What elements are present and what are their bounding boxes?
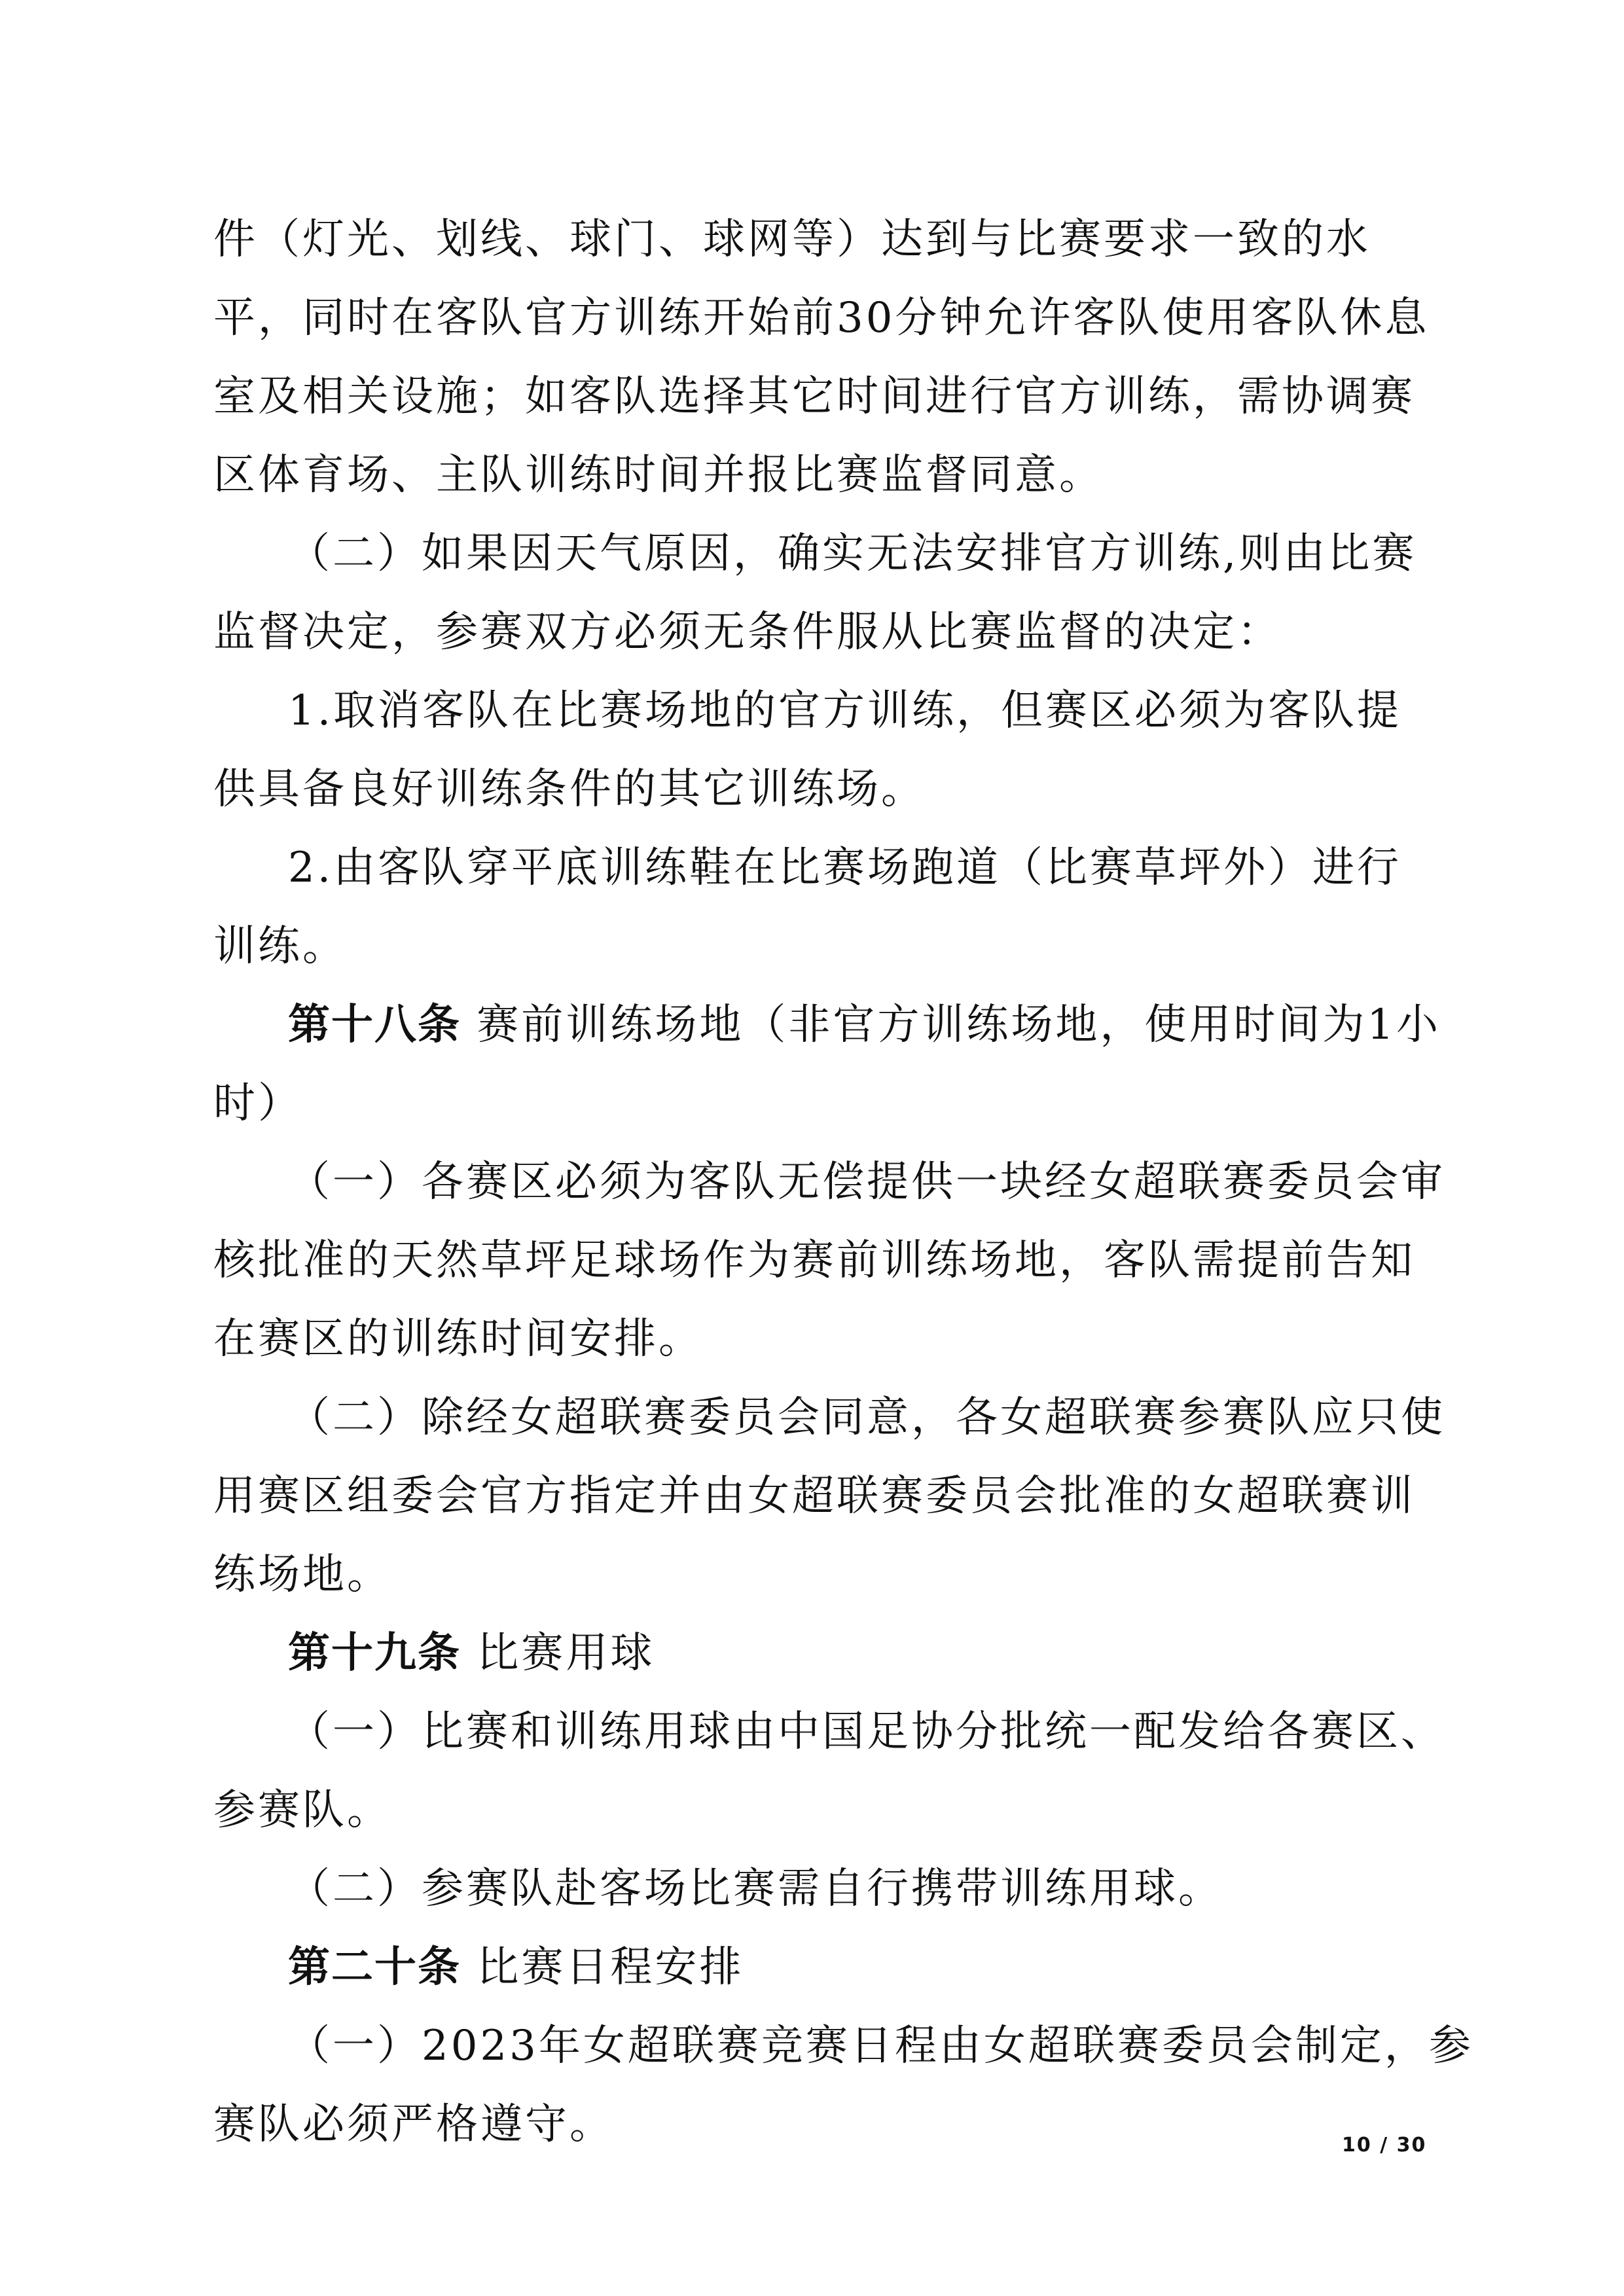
paragraph-line: 平，同时在客队官方训练开始前30分钟允许客队使用客队休息	[213, 294, 1430, 342]
paragraph-line: （一）各赛区必须为客队无偿提供一块经女超联赛委员会审	[288, 1158, 1445, 1206]
list-item-line: 2.由客队穿平底训练鞋在比赛场跑道（比赛草坪外）进行	[288, 844, 1402, 892]
page-number: 10 / 30	[1342, 2134, 1427, 2157]
article-18-number: 第十八条	[288, 1001, 461, 1049]
paragraph-line: （一）比赛和训练用球由中国足协分批统一配发给各赛区、	[288, 1708, 1445, 1756]
paragraph-line: （二）除经女超联赛委员会同意，各女超联赛参赛队应只使	[288, 1393, 1445, 1442]
list-item-line: 1.取消客队在比赛场地的官方训练，但赛区必须为客队提	[288, 687, 1402, 735]
article-19-title: 比赛用球	[477, 1629, 655, 1677]
paragraph-line: 练场地。	[213, 1551, 391, 1599]
list-item-line: 训练。	[213, 922, 347, 971]
article-20-heading-line	[288, 1941, 744, 1994]
article-20-number: 第二十条	[288, 1943, 461, 1992]
article-19-heading-line	[288, 1627, 655, 1679]
paragraph-line: 区体育场、主队训练时间并报比赛监督同意。	[213, 451, 1104, 499]
paragraph-line: （二）参赛队赴客场比赛需自行携带训练用球。	[288, 1865, 1223, 1913]
paragraph-line: （二）如果因天气原因，确实无法安排官方训练,则由比赛	[288, 529, 1417, 578]
paragraph-line: 用赛区组委会官方指定并由女超联赛委员会批准的女超联赛训	[213, 1472, 1415, 1520]
article-18-heading-line	[288, 999, 1441, 1051]
article-18-title: 赛前训练场地（非官方训练场地，使用时间为1小	[477, 1001, 1441, 1049]
paragraph-line: （一）2023年女超联赛竞赛日程由女超联赛委员会制定，参	[288, 2022, 1473, 2070]
paragraph-line: 件（灯光、划线、球门、球网等）达到与比赛要求一致的水	[213, 215, 1371, 264]
article-18-title-continued: 时）	[213, 1079, 302, 1128]
paragraph-line: 室及相关设施；如客队选择其它时间进行官方训练，需协调赛	[213, 372, 1415, 421]
article-20-title: 比赛日程安排	[477, 1943, 744, 1992]
paragraph-line: 监督决定，参赛双方必须无条件服从比赛监督的决定：	[213, 608, 1282, 656]
list-item-line: 供具备良好训练条件的其它训练场。	[213, 765, 926, 814]
article-19-number: 第十九条	[288, 1629, 461, 1677]
paragraph-line: 参赛队。	[213, 1786, 391, 1835]
paragraph-line: 在赛区的训练时间安排。	[213, 1315, 703, 1363]
paragraph-line: 核批准的天然草坪足球场作为赛前训练场地，客队需提前告知	[213, 1236, 1415, 1285]
paragraph-line: 赛队必须严格遵守。	[213, 2100, 614, 2149]
